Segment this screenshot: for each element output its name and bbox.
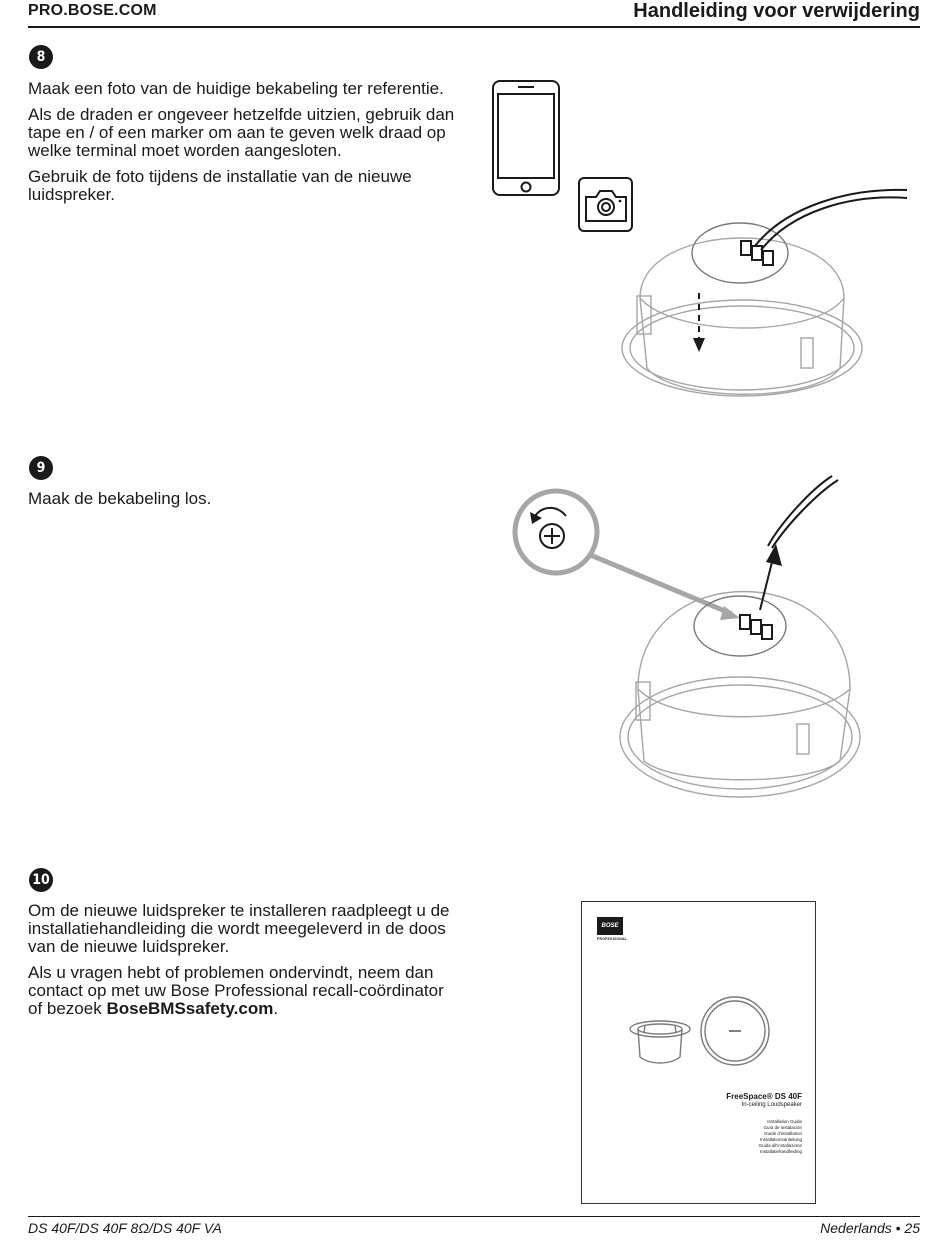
bose-logo-text: BOSE [601, 923, 619, 929]
product-subtitle: In-ceiling Loudspeaker [741, 1102, 802, 1108]
language-item: Installationsanleitung [759, 1137, 802, 1142]
step-10-text-1: Om de nieuwe luidspreker te installeren raadpleegt u de installatiehandleiding die wordt meegeleverd in de doos van de nieuwe luidspreker. [28, 901, 450, 956]
bose-logo-sub: PROFESSIONAL [597, 937, 628, 941]
page-title: Handleiding voor verwijdering [633, 0, 920, 22]
footer-page: Nederlands • 25 [820, 1220, 920, 1236]
step-8-text-3: Gebruik de foto tijdens de installatie van de nieuwe luidspreker. [28, 167, 412, 204]
step-8-badge: 8 [29, 45, 53, 69]
installation-guide-cover [581, 901, 816, 1204]
product-name: FreeSpace® DS 40F [726, 1092, 802, 1101]
step-8-text-1: Maak een foto van de huidige bekabeling ter referentie. [28, 79, 444, 98]
speaker-wiring-illustration [615, 178, 915, 428]
footer-rule [28, 1216, 920, 1217]
step-10-text-2-body: Als u vragen hebt of problemen ondervindt, neem dan contact op met uw Bose Professional recall-coördinator of bezoek [28, 963, 444, 1018]
disconnect-wiring-illustration [510, 474, 910, 806]
step-9-badge: 9 [29, 456, 53, 480]
site-name: PRO.BOSE.COM [28, 2, 157, 19]
phone-illustration [492, 80, 562, 198]
language-item: Installatiehandleiding [759, 1149, 802, 1154]
header-rule [28, 26, 920, 28]
safety-website-link[interactable]: BoseBMSsafety.com [106, 999, 274, 1018]
language-list [759, 1119, 802, 1155]
bose-logo [597, 917, 623, 935]
step-9-text-1: Maak de bekabeling los. [28, 489, 212, 508]
step-8-text-2: Als de draden er ongeveer hetzelfde uitzien, gebruik dan tape en / of een marker om aan te geven welk draad op welke terminal moet worden aangesloten. [28, 105, 455, 160]
footer-model: DS 40F/DS 40F 8Ω/DS 40F VA [28, 1220, 222, 1236]
language-item: Guide d'installation [764, 1131, 802, 1136]
speaker-product-image [630, 997, 775, 1072]
language-item: Installation Guide [767, 1119, 802, 1124]
language-item: Guía de instalación [763, 1125, 802, 1130]
step-10-text-2 [28, 964, 448, 1018]
language-item: Guida all'installazione [758, 1143, 802, 1148]
step-10-text-2-end: . [273, 999, 279, 1018]
step-10-badge: 10 [29, 868, 53, 892]
